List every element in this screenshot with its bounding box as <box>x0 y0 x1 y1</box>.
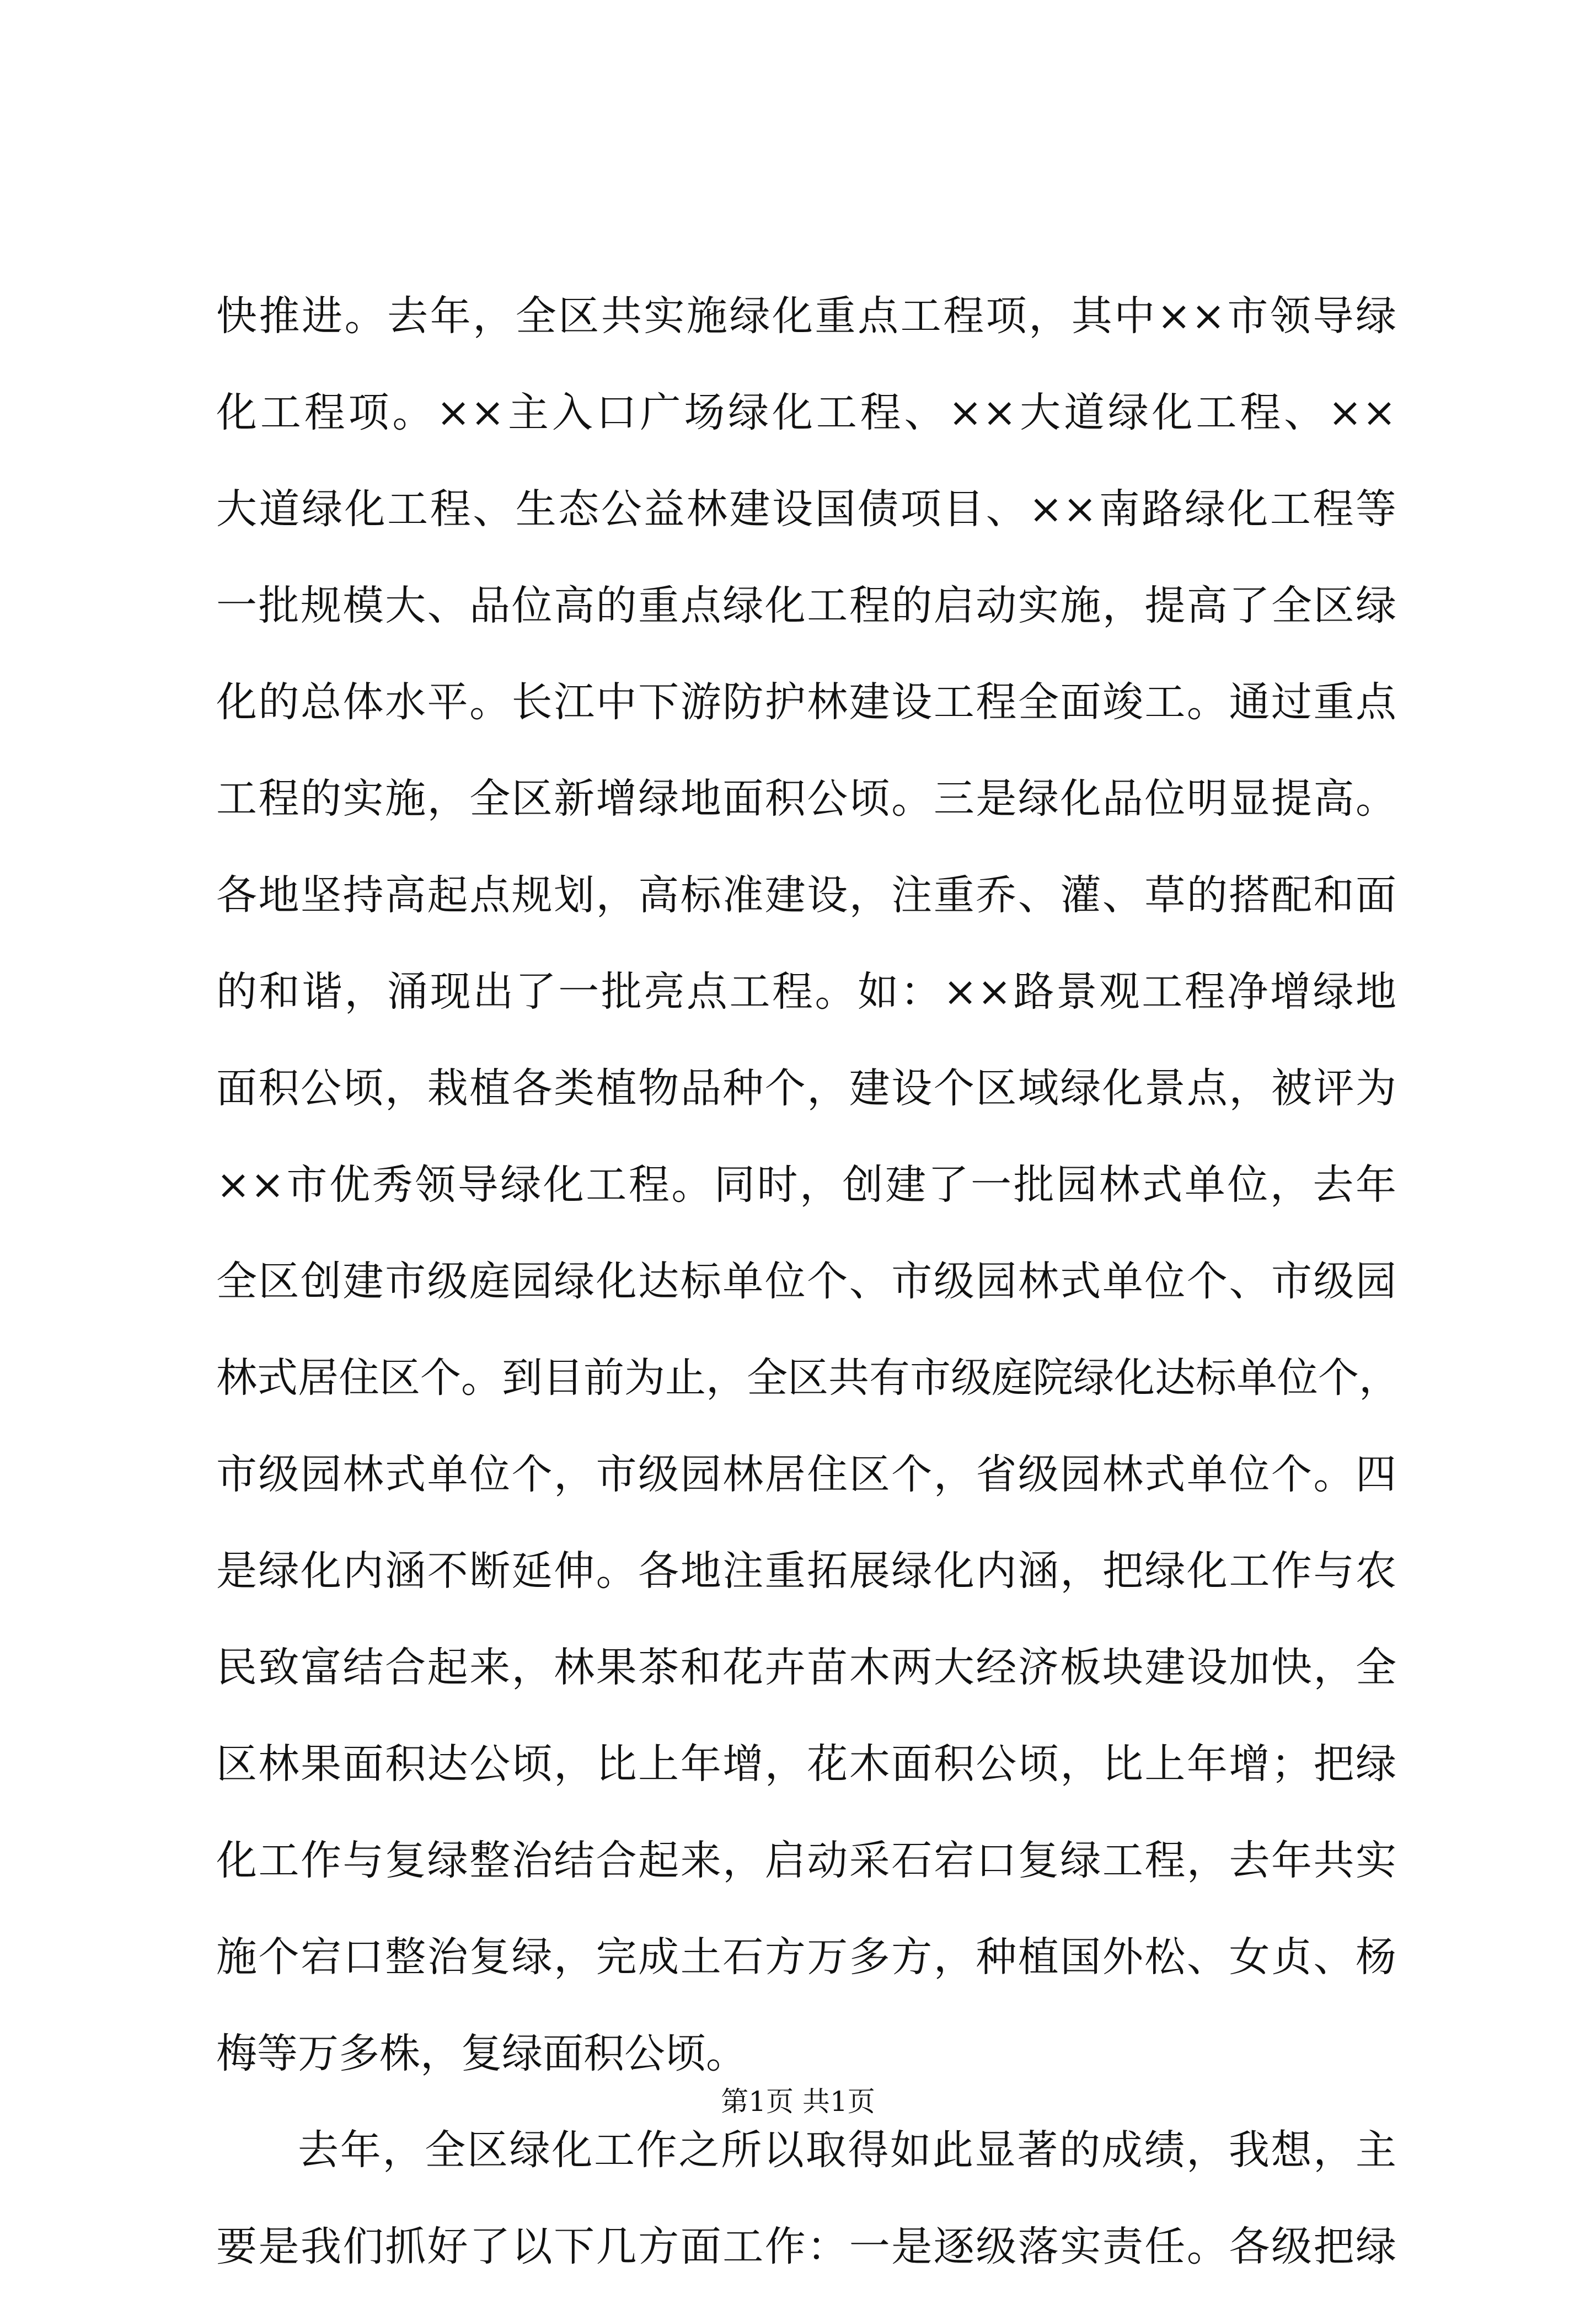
text-line: 化工程项。××主入口广场绿化工程、××大道绿化工程、×× <box>216 389 1396 436</box>
text-line: 一批规模大、品位高的重点绿化工程的启动实施，提高了全区绿 <box>216 582 1396 629</box>
text-line: 区林果面积达公顷，比上年增，花木面积公顷，比上年增；把绿 <box>216 1740 1396 1788</box>
text-line: 民致富结合起来，林果茶和花卉苗木两大经济板块建设加快，全 <box>216 1644 1396 1691</box>
text-line: 的和谐，涌现出了一批亮点工程。如：××路景观工程净增绿地 <box>216 968 1396 1015</box>
text-line: 化的总体水平。长江中下游防护林建设工程全面竣工。通过重点 <box>216 678 1396 726</box>
page-footer: 第1页 共1页 <box>721 2086 875 2118</box>
text-line: 去年，全区绿化工作之所以取得如此显著的成绩，我想，主 <box>298 2126 1396 2174</box>
text-line: 梅等万多株，复绿面积公顷。 <box>216 2030 747 2077</box>
text-line: 市级园林式单位个，市级园林居住区个，省级园林式单位个。四 <box>216 1451 1396 1498</box>
body-text <box>216 292 1400 2320</box>
text-line: 快推进。去年，全区共实施绿化重点工程项，其中××市领导绿 <box>216 292 1396 340</box>
text-line: 林式居住区个。到目前为止，全区共有市级庭院绿化达标单位个， <box>216 1354 1400 1402</box>
text-line: 工程的实施，全区新增绿地面积公顷。三是绿化品位明显提高。 <box>216 775 1396 822</box>
text-line: 是绿化内涵不断延伸。各地注重拓展绿化内涵，把绿化工作与农 <box>216 1547 1396 1595</box>
text-line: 要是我们抓好了以下几方面工作：一是逐级落实责任。各级把绿 <box>216 2223 1396 2270</box>
text-line: 化工作与复绿整治结合起来，启动采石宕口复绿工程，去年共实 <box>216 1837 1396 1884</box>
text-line: ××市优秀领导绿化工程。同时，创建了一批园林式单位，去年 <box>216 1161 1396 1209</box>
text-line: 面积公顷，栽植各类植物品种个，建设个区域绿化景点，被评为 <box>216 1065 1396 1112</box>
text-line: 大道绿化工程、生态公益林建设国债项目、××南路绿化工程等 <box>216 485 1396 533</box>
text-line: 全区创建市级庭园绿化达标单位个、市级园林式单位个、市级园 <box>216 1258 1396 1305</box>
text-line: 各地坚持高起点规划，高标准建设，注重乔、灌、草的搭配和面 <box>216 872 1396 919</box>
text-line: 施个宕口整治复绿，完成土石方万多方，种植国外松、女贞、杨 <box>216 1933 1396 1981</box>
